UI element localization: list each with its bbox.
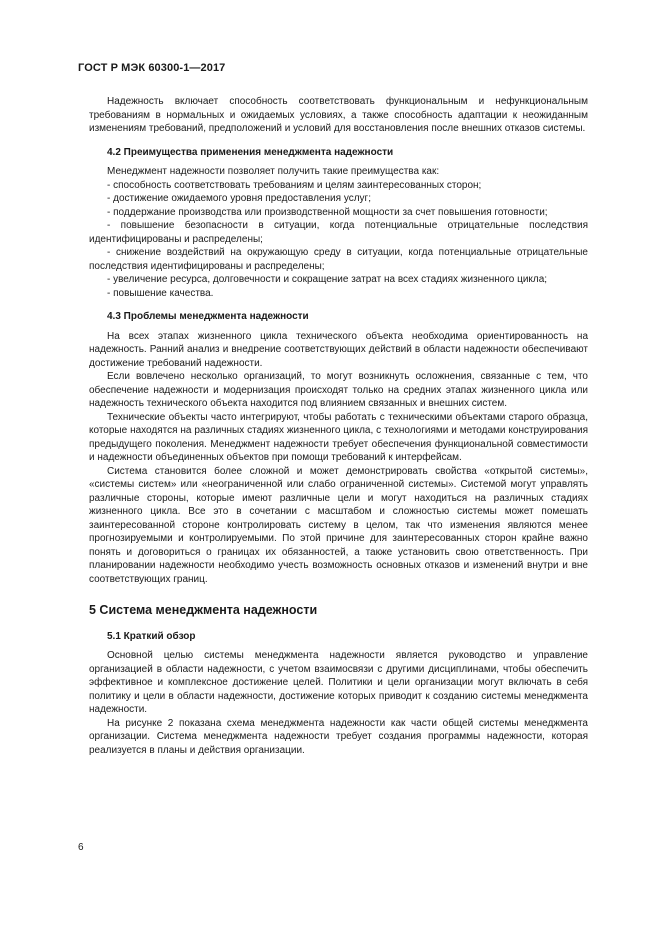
list-item: - повышение безопасности в ситуации, когда потенциальные отрицательные последствия идентифицированы и распределены; — [89, 220, 588, 245]
page-content — [89, 95, 588, 757]
section-5-title: 5 Система менеджмента надежности — [89, 603, 318, 617]
section-4-2-lead: Менеджмент надежности позволяет получить такие преимущества как: — [107, 166, 440, 177]
list-item: - снижение воздействий на окружающую среду в ситуации, когда потенциальные отрицательные последствия идентифицированы и распределены; — [89, 247, 588, 272]
section-4-3-title: 4.3 Проблемы менеджмента надежности — [107, 311, 309, 322]
paragraph: Система становится более сложной и может демонстрировать свойства «открытой системы», «системы систем» или «неограниченной или слабо ограниченной системы». Системой могут управлять различные стороны, которые имеют различные цели и могут находиться на различных стадиях жизненного цикла. Все это в сочетании с масштабом и сложностью системы может помешать заинтересованной стороне контролировать систему в целом, так что изменения являются менее прогнозируемыми и контролируемыми. По этой причине для заинтересованных сторон крайне важно понять и договориться о границах их обязанностей, а также установить свою ответственность. При планировании надежности необходимо учесть возможность основных отказов и изменений внутри и вне соответствующих границ. — [89, 465, 588, 585]
section-5-1-title: 5.1 Краткий обзор — [107, 630, 196, 642]
paragraph: На рисунке 2 показана схема менеджмента надежности как части общей системы менеджмента организации. Система менеджмента надежности требует создания программы надежности, которая реализуется в планы и действия организации. — [89, 717, 588, 756]
page-number: 6 — [78, 842, 84, 853]
list-item: - повышение качества. — [107, 287, 214, 299]
list-item: - способность соответствовать требованиям и целям заинтересованных сторон; — [107, 179, 482, 191]
paragraph: Основной целью системы менеджмента надежности является руководство и управление организацией в области надежности, с учетом взаимосвязи с другими дисциплинами, чтобы обеспечить эффективное и комплексное достижение целей. Политики и цели организации могут включать в себя политику и цели в области надежности, достижение которых приводит к созданию системы менеджмента надежности. — [89, 650, 588, 715]
section-4-2-title: 4.2 Преимущества применения менеджмента надежности — [107, 146, 394, 158]
document-header: ГОСТ Р МЭК 60300-1—2017 — [78, 62, 226, 74]
list-item: - поддержание производства или производственной мощности за счет повышения готовности; — [107, 206, 548, 218]
list-item: - увеличение ресурса, долговечности и сокращение затрат на всех стадиях жизненного цикла; — [107, 274, 548, 285]
paragraph: Технические объекты часто интегрируют, чтобы работать с техническими объектами старого образца, которые находятся на различных стадиях жизненного цикла, с технологиями и методами конструирования предыдущего поколения. Менеджмент надежности требует обеспечения функциональной совместимости и надежности объединенных объектов при помощи требований к интерфейсам. — [89, 411, 588, 463]
intro-paragraph: Надежность включает способность соответствовать функциональным и нефункциональным требованиям в нормальных и ожидаемых условиях, а также способность адаптации к неожиданным изменениям требований, предположений и условий для восстановления после внешних отказов системы. — [89, 96, 588, 134]
paragraph: Если вовлечено несколько организаций, то могут возникнуть осложнения, связанные с тем, что обеспечение надежности и модернизация происходят только на средних этапах жизненного цикла или надежность технического объекта находится под влиянием связанных и внешних систем. — [89, 371, 588, 409]
list-item: - достижение ожидаемого уровня предоставления услуг; — [107, 193, 371, 204]
paragraph: На всех этапах жизненного цикла технического объекта необходима ориентированность на надежность. Ранний анализ и внедрение соответствующих действий в области надежности обеспечивают достижение требований надежности. — [89, 330, 588, 369]
